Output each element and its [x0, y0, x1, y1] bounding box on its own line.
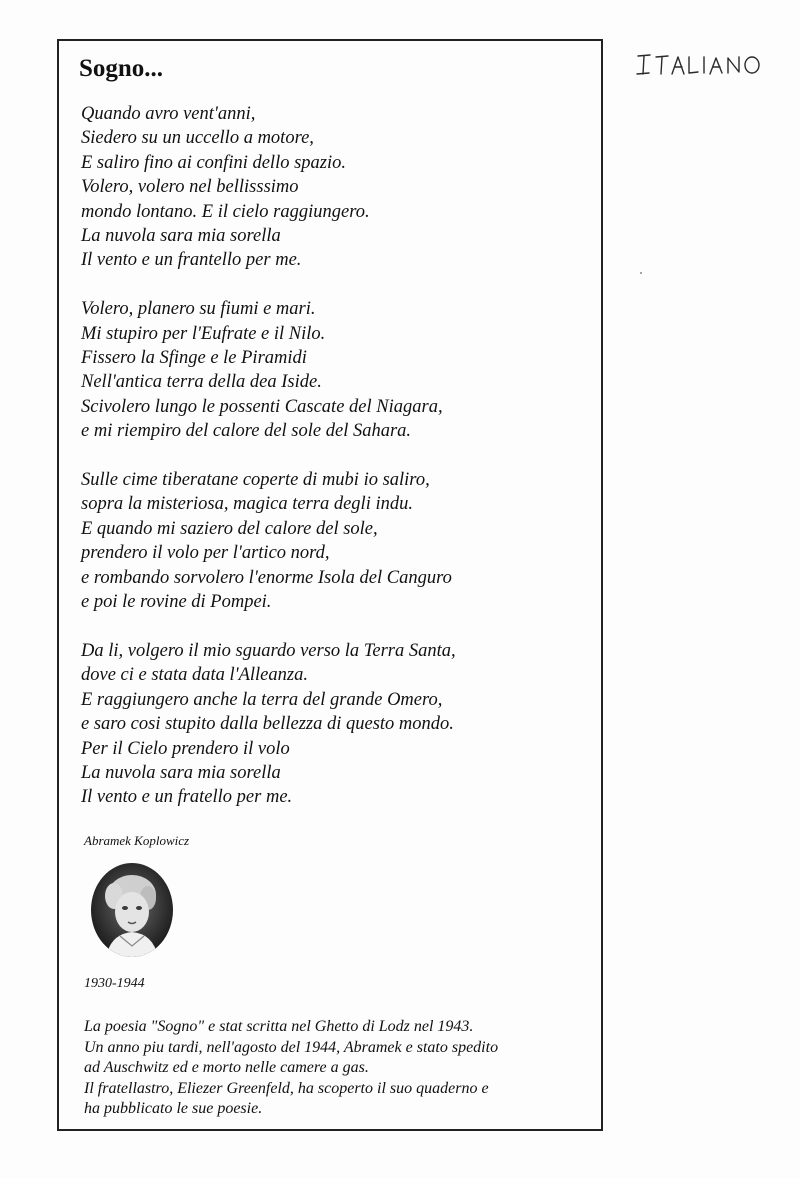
- poem-line: La nuvola sara mia sorella: [81, 762, 281, 783]
- poem-line: E quando mi saziero del calore del sole,: [81, 518, 378, 539]
- poem-line: mondo lontano. E il cielo raggiungero.: [81, 201, 370, 222]
- poem-line: Il vento e un fratello per me.: [81, 787, 293, 808]
- poem-line: e mi riempiro del calore del sole del Sahara.: [81, 421, 412, 442]
- poem-line: Scivolero lungo le possenti Cascate del Niagara,: [81, 396, 443, 417]
- scan-speck: [640, 272, 642, 274]
- poem-line: e saro cosi stupito dalla bellezza di questo mondo.: [81, 714, 454, 735]
- poem-line: E raggiungero anche la terra del grande Omero,: [81, 689, 443, 710]
- poem-line: Mi stupiro per l'Eufrate e il Nilo.: [81, 323, 326, 344]
- poem-line: e rombando sorvolero l'enorme Isola del Canguro: [81, 567, 452, 588]
- note-line: La poesia "Sogno" e stat scritta nel Ghetto di Lodz nel 1943.: [84, 1018, 474, 1035]
- poem-line: dove ci e stata data l'Alleanza.: [81, 665, 308, 686]
- note-line: ad Auschwitz ed e morto nelle camere a gas.: [84, 1059, 369, 1076]
- note-line: Un anno piu tardi, nell'agosto del 1944, Abramek e stato spedito: [84, 1038, 499, 1056]
- poem-line: E saliro fino ai confini dello spazio.: [81, 152, 346, 173]
- stanza-3: [81, 468, 456, 614]
- poem-line: Volero, planero su fiumi e mari.: [81, 299, 316, 320]
- poem-line: Quando avro vent'anni,: [81, 104, 256, 124]
- poem-title: Sogno...: [79, 55, 164, 82]
- poem-body: [81, 102, 456, 810]
- note-line: ha pubblicato le sue poesie.: [84, 1100, 263, 1117]
- author-portrait: [90, 862, 174, 958]
- poem-line: Volero, volero nel bellisssimo: [81, 177, 299, 198]
- poem-line: sopra la misteriosa, magica terra degli indu.: [81, 494, 413, 515]
- stanza-4: [81, 639, 456, 810]
- poem-line: Il vento e un frantello per me.: [81, 250, 302, 271]
- stanza-1: [81, 102, 456, 273]
- poem-line: Nell'antica terra della dea Iside.: [81, 372, 322, 393]
- poem-line: Fissero la Sfinge e le Piramidi: [81, 348, 307, 369]
- author-name: Abramek Koplowicz: [84, 833, 190, 848]
- biographical-note: [84, 1017, 589, 1120]
- stanza-2: [81, 297, 456, 443]
- poem-line: prendero il volo per l'artico nord,: [81, 543, 330, 564]
- handwritten-language-note: [636, 52, 784, 78]
- poem-frame: [57, 39, 603, 1131]
- poem-line: Siedero su un uccello a motore,: [81, 128, 314, 149]
- poem-line: e poi le rovine di Pompei.: [81, 592, 272, 613]
- poem-line: Da li, volgero il mio sguardo verso la Terra Santa,: [81, 640, 456, 661]
- poem-line: Sulle cime tiberatane coperte di mubi io saliro,: [81, 470, 430, 491]
- poem-line: Per il Cielo prendero il volo: [81, 738, 290, 759]
- poem-line: La nuvola sara mia sorella: [81, 226, 281, 247]
- note-line: Il fratellastro, Eliezer Greenfeld, ha scoperto il suo quaderno e: [84, 1079, 489, 1097]
- life-dates: 1930-1944: [84, 976, 145, 991]
